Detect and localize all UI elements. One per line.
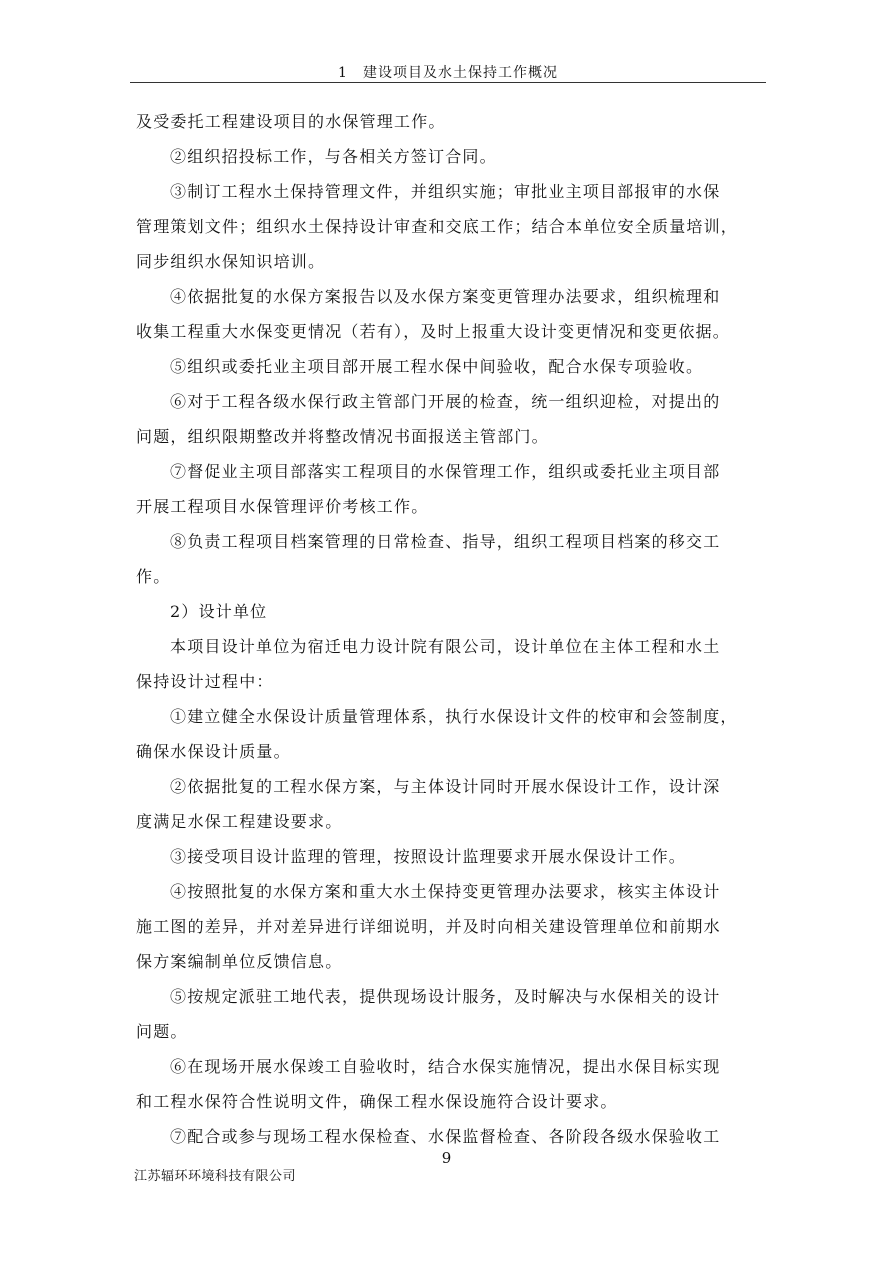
text-line: ③接受项目设计监理的管理，按照设计监理要求开展水保设计工作。	[170, 847, 687, 866]
text-line: 开展工程项目水保管理评价考核工作。	[136, 497, 429, 516]
text-line: ⑦配合或参与现场工程水保检查、水保监督检查、各阶段各级水保验收工	[170, 1127, 721, 1146]
text-line: 施工图的差异，并对差异进行详细说明，并及时向相关建设管理单位和前期水	[136, 917, 721, 936]
text-line: ⑦督促业主项目部落实工程项目的水保管理工作，组织或委托业主项目部	[170, 462, 721, 481]
text-line: 确保水保设计质量。	[136, 742, 291, 761]
text-line: ⑤组织或委托业主项目部开展工程水保中间验收，配合水保专项验收。	[170, 357, 704, 376]
text-line: 本项目设计单位为宿迁电力设计院有限公司，设计单位在主体工程和水土	[170, 637, 721, 656]
text-line: ①建立健全水保设计质量管理体系，执行水保设计文件的校审和会签制度，	[170, 707, 738, 726]
text-line: ②依据批复的工程水保方案，与主体设计同时开展水保设计工作，设计深	[170, 777, 721, 796]
text-line: 问题。	[136, 1022, 188, 1041]
text-line: 作。	[136, 567, 171, 586]
header-title: 1 建设项目及水土保持工作概况	[338, 65, 558, 81]
text-line: 保持设计过程中：	[136, 672, 274, 691]
text-line: ⑥对于工程各级水保行政主管部门开展的检查，统一组织迎检，对提出的	[170, 392, 721, 411]
text-line: ⑥在现场开展水保竣工自验收时，结合水保实施情况，提出水保目标实现	[170, 1057, 721, 1076]
text-line: 同步组织水保知识培训。	[136, 252, 326, 271]
text-line: ⑤按规定派驻工地代表，提供现场设计服务，及时解决与水保相关的设计	[170, 987, 721, 1006]
text-line: ③制订工程水土保持管理文件，并组织实施；审批业主项目部报审的水保	[170, 182, 721, 201]
text-line: ②组织招投标工作，与各相关方签订合同。	[170, 147, 497, 166]
page-header	[130, 62, 766, 83]
text-line: 及受委托工程建设项目的水保管理工作。	[136, 112, 446, 131]
text-line: ⑧负责工程项目档案管理的日常检查、指导，组织工程项目档案的移交工	[170, 532, 721, 551]
text-line: 管理策划文件；组织水土保持设计审查和交底工作；结合本单位安全质量培训，	[136, 217, 739, 236]
company-footer: 江苏辐环环境科技有限公司	[134, 1169, 297, 1184]
text-line: ④依据批复的水保方案报告以及水保方案变更管理办法要求，组织梳理和	[170, 287, 721, 306]
text-line: 问题，组织限期整改并将整改情况书面报送主管部门。	[136, 427, 549, 446]
page-number: 9	[441, 1149, 452, 1167]
text-line: 2）设计单位	[170, 602, 268, 621]
document-body	[136, 104, 762, 1154]
text-line: ④按照批复的水保方案和重大水土保持变更管理办法要求，核实主体设计	[170, 882, 721, 901]
text-line: 度满足水保工程建设要求。	[136, 812, 343, 831]
text-line: 保方案编制单位反馈信息。	[136, 952, 343, 971]
text-line: 收集工程重大水保变更情况（若有），及时上报重大设计变更情况和变更依据。	[136, 322, 731, 341]
text-line: 和工程水保符合性说明文件，确保工程水保设施符合设计要求。	[136, 1092, 618, 1111]
